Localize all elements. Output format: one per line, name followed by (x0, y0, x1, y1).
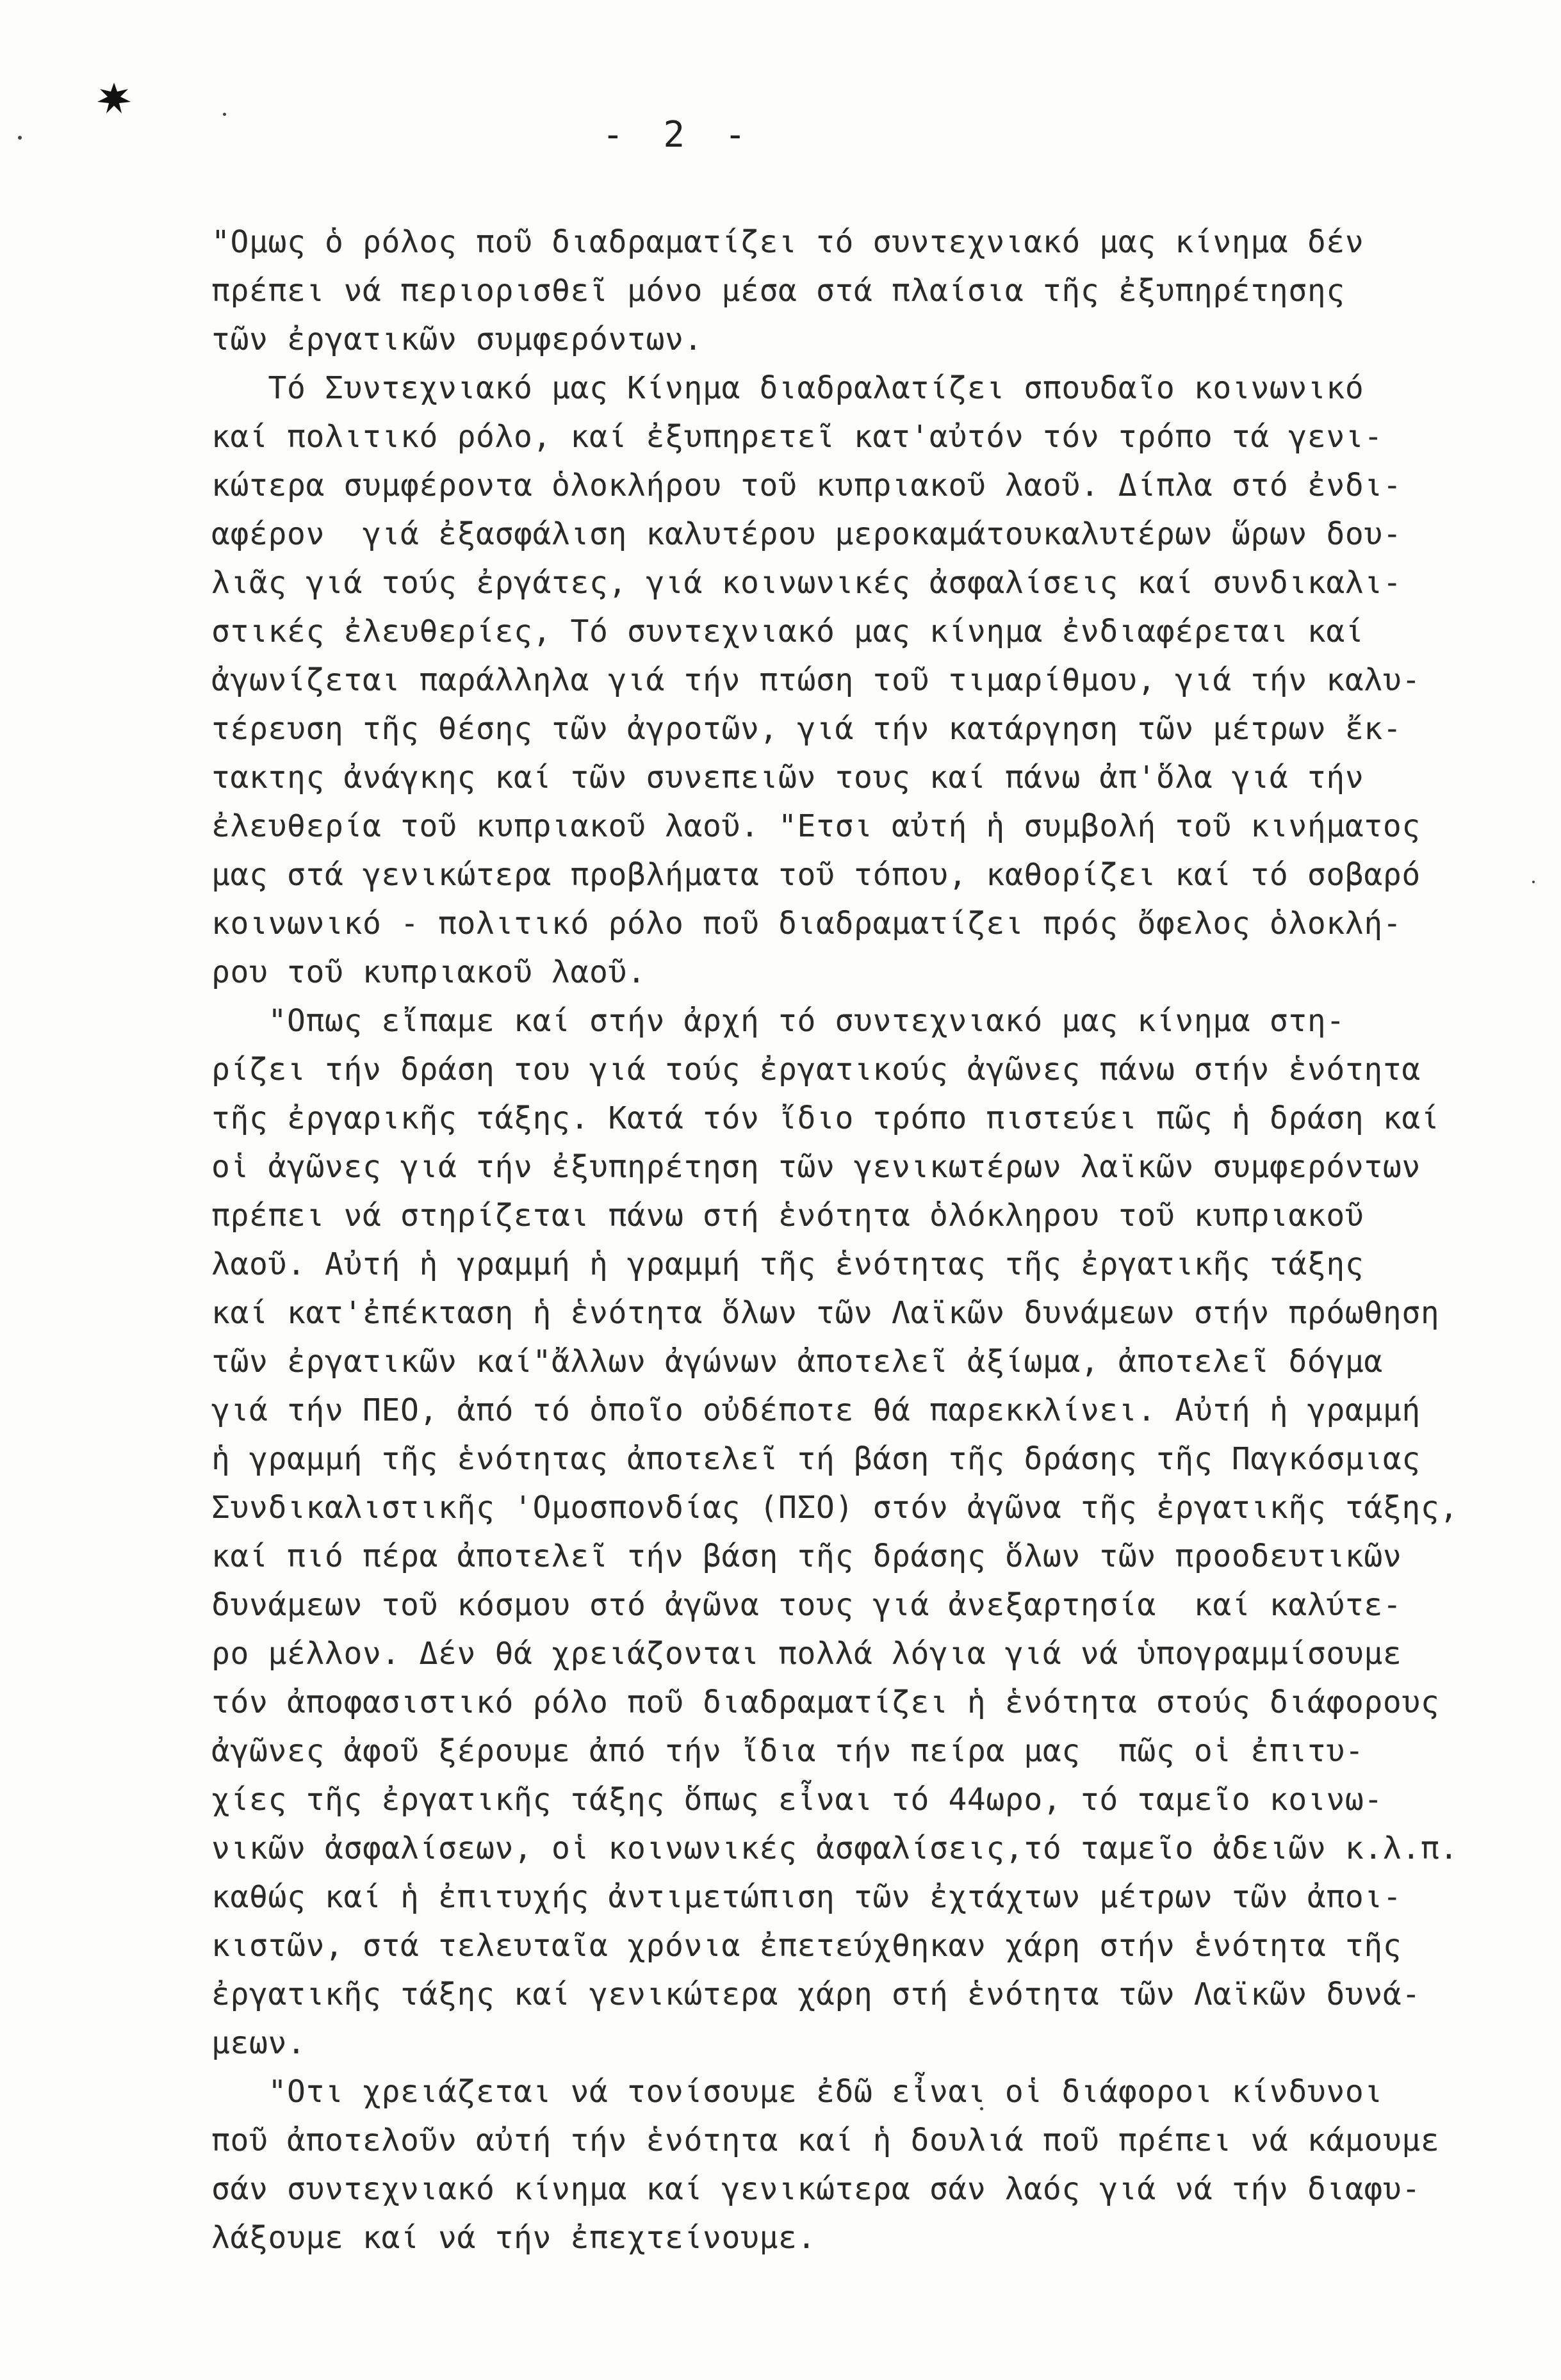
text-line: "Ομως ὁ ρόλος ποῦ διαδραματίζει τό συντεχνιακό μας κίνημα δέν (211, 224, 1364, 260)
text-line: κοινωνικό - πολιτικό ρόλο ποῦ διαδραματίζει πρός ὄφελος ὁλοκλή- (211, 906, 1402, 941)
text-line: τόν ἀποφασιστικό ρόλο ποῦ διαδραματίζει ἡ ἑνότητα στούς διάφορους (211, 1684, 1440, 1720)
text-line: "Οπως εἴπαμε καί στήν ἀρχή τό συντεχνιακό μας κίνημα στη- (211, 1003, 1345, 1039)
text-line: καί πιό πέρα ἀποτελεῖ τήν βάση τῆς δράσης ὅλων τῶν προοδευτικῶν (211, 1538, 1402, 1574)
text-line: ἀγωνίζεται παράλληλα γιά τήν πτώση τοῦ τιμαρίθμου, γιά τήν καλυ- (211, 662, 1421, 698)
text-line: οἱ ἀγῶνες γιά τήν ἐξυπηρέτηση τῶν γενικωτέρων λαϊκῶν συμφερόντων (211, 1149, 1421, 1185)
text-line: τέρευση τῆς θέσης τῶν ἀγροτῶν, γιά τήν κατάργηση τῶν μέτρων ἔκ- (211, 711, 1402, 747)
text-line: ποῦ ἀποτελοῦν αὐτή τήν ἑνότητα καί ἡ δουλιά ποῦ πρέπει νά κάμουμε (211, 2123, 1440, 2158)
text-line: ρίζει τήν δράση του γιά τούς ἐργατικούς ἀγῶνες πάνω στήν ἑνότητα (211, 1052, 1421, 1088)
text-line: ρο μέλλον. Δέν θά χρειάζονται πολλά λόγια γιά νά ὑπογραμμίσουμε (211, 1636, 1402, 1672)
text-line: Τό Συντεχνιακό μας Κίνημα διαδραλατίζει σπουδαῖο κοινωνικό (211, 370, 1364, 406)
text-line: ἀγῶνες ἀφοῦ ξέρουμε ἀπό τήν ἴδια τήν πείρα μας πῶς οἱ ἐπιτυ- (211, 1733, 1364, 1769)
text-line: μας στά γενικώτερα προβλήματα τοῦ τόπου, καθορίζει καί τό σοβαρό (211, 857, 1421, 893)
text-line: καί πολιτικό ρόλο, καί ἐξυπηρετεῖ κατ'αὐτόν τόν τρόπο τά γενι- (211, 419, 1383, 455)
text-line: δυνάμεων τοῦ κόσμου στό ἀγῶνα τους γιά ἀνεξαρτησία καί καλύτε- (211, 1587, 1402, 1623)
ink-blot-mark (96, 80, 132, 116)
ink-speck (223, 113, 226, 116)
text-line: λάξουμε καί νά τήν ἐπεχτείνουμε. (211, 2220, 816, 2256)
page-number: - 2 - (602, 114, 755, 156)
text-line: Συνδικαλιστικῆς 'Ομοσπονδίας (ΠΣΟ) στόν ἀγῶνα τῆς ἐργατικῆς τάξης, (211, 1490, 1459, 1526)
text-line: αφέρον γιά ἐξασφάλιση καλυτέρου μεροκαμάτουκαλυτέρων ὥρων δου- (211, 516, 1402, 552)
text-line: μεων. (211, 2025, 306, 2061)
text-line: καί κατ'ἐπέκταση ἡ ἑνότητα ὅλων τῶν Λαϊκῶν δυνάμεων στήν πρόωθηση (211, 1295, 1440, 1331)
text-line: πρέπει νά περιορισθεῖ μόνο μέσα στά πλαίσια τῆς ἐξυπηρέτησης (211, 273, 1345, 309)
ink-speck (1532, 881, 1535, 883)
text-line: σάν συντεχνιακό κίνημα καί γενικώτερα σάν λαός γιά νά τήν διαφυ- (211, 2171, 1421, 2207)
text-line: ρου τοῦ κυπριακοῦ λαοῦ. (211, 954, 646, 990)
text-line: κώτερα συμφέροντα ὁλοκλήρου τοῦ κυπριακοῦ λαοῦ. Δίπλα στό ἐνδι- (211, 468, 1402, 503)
body-text (211, 218, 1460, 2262)
text-line: καθώς καί ἡ ἐπιτυχής ἀντιμετώπιση τῶν ἐχτάχτων μέτρων τῶν ἀποι- (211, 1879, 1402, 1915)
text-line: κιστῶν, στά τελευταῖα χρόνια ἐπετεύχθηκαν χάρη στήν ἑνότητα τῆς (211, 1928, 1402, 1964)
text-line: λαοῦ. Αὐτή ἡ γραμμή ἡ γραμμή τῆς ἑνότητας τῆς ἐργατικῆς τάξης (211, 1246, 1364, 1282)
text-line: νικῶν ἀσφαλίσεων, οἱ κοινωνικές ἀσφαλίσεις,τό ταμεῖο ἀδειῶν κ.λ.π. (211, 1830, 1459, 1866)
text-line: πρέπει νά στηρίζεται πάνω στή ἑνότητα ὁλόκληρου τοῦ κυπριακοῦ (211, 1198, 1364, 1234)
text-line: λιᾶς γιά τούς ἐργάτες, γιά κοινωνικές ἀσφαλίσεις καί συνδικαλι- (211, 565, 1402, 601)
text-line: τῶν ἐργατικῶν καί"ἄλλων ἀγώνων ἀποτελεῖ ἀξίωμα, ἀποτελεῖ δόγμα (211, 1344, 1383, 1380)
text-line: στικές ἐλευθερίες, Τό συντεχνιακό μας κίνημα ἐνδιαφέρεται καί (211, 614, 1364, 649)
text-line: τῆς ἐργαρικῆς τάξης. Κατά τόν ἴδιο τρόπο πιστεύει πῶς ἡ δράση καί (211, 1100, 1440, 1136)
text-line: γιά τήν ΠΕΟ, ἀπό τό ὁποῖο οὐδέποτε θά παρεκκλίνει. Αὐτή ἡ γραμμή (211, 1392, 1421, 1428)
text-line: ἐργατικῆς τάξης καί γενικώτερα χάρη στή ἑνότητα τῶν Λαϊκῶν δυνά- (211, 1977, 1421, 2012)
ink-speck (18, 136, 22, 140)
text-line: "Οτι χρειάζεται νά τονίσουμε ἐδῶ εἶναι οἱ διάφοροι κίνδυνοι (211, 2074, 1383, 2110)
text-line: ἐλευθερία τοῦ κυπριακοῦ λαοῦ. "Ετσι αὐτή ἡ συμβολή τοῦ κινήματος (211, 808, 1421, 844)
text-line: τῶν ἐργατικῶν συμφερόντων. (211, 322, 703, 357)
text-line: χίες τῆς ἐργατικῆς τάξης ὅπως εἶναι τό 44ωρο, τό ταμεῖο κοινω- (211, 1782, 1383, 1818)
text-line: ἡ γραμμή τῆς ἑνότητας ἀποτελεῖ τή βάση τῆς δράσης τῆς Παγκόσμιας (211, 1441, 1421, 1477)
text-line: τακτης ἀνάγκης καί τῶν συνεπειῶν τους καί πάνω ἀπ'ὅλα γιά τήν (211, 760, 1364, 795)
